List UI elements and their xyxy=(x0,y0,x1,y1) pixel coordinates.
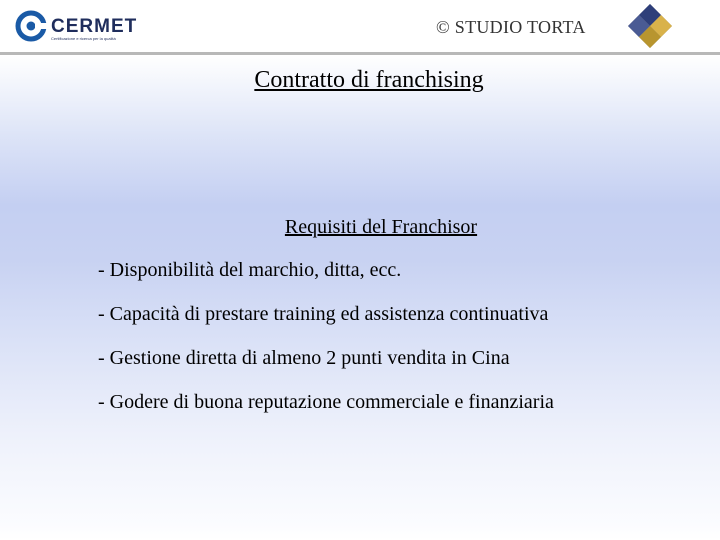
cermet-logo-icon xyxy=(14,8,144,44)
logo-tagline: Certificazione e ricerca per la qualità xyxy=(51,36,116,41)
slide-subtitle: Requisiti del Franchisor xyxy=(284,216,478,238)
list-item: - Godere di buona reputazione commerciale e finanziaria xyxy=(98,391,554,413)
slide-header xyxy=(0,0,720,52)
logo-wordmark: CERMET xyxy=(51,16,138,37)
list-item: - Capacità di prestare training ed assistenza continuativa xyxy=(98,303,549,325)
list-item: - Disponibilità del marchio, ditta, ecc. xyxy=(98,259,402,281)
requirements-list xyxy=(98,258,708,434)
studio-torta-diamond-icon xyxy=(624,2,674,50)
copyright-text: © STUDIO TORTA xyxy=(436,17,586,37)
list-item: - Gestione diretta di almeno 2 punti vendita in Cina xyxy=(98,347,510,369)
slide-title: Contratto di franchising xyxy=(254,67,484,93)
